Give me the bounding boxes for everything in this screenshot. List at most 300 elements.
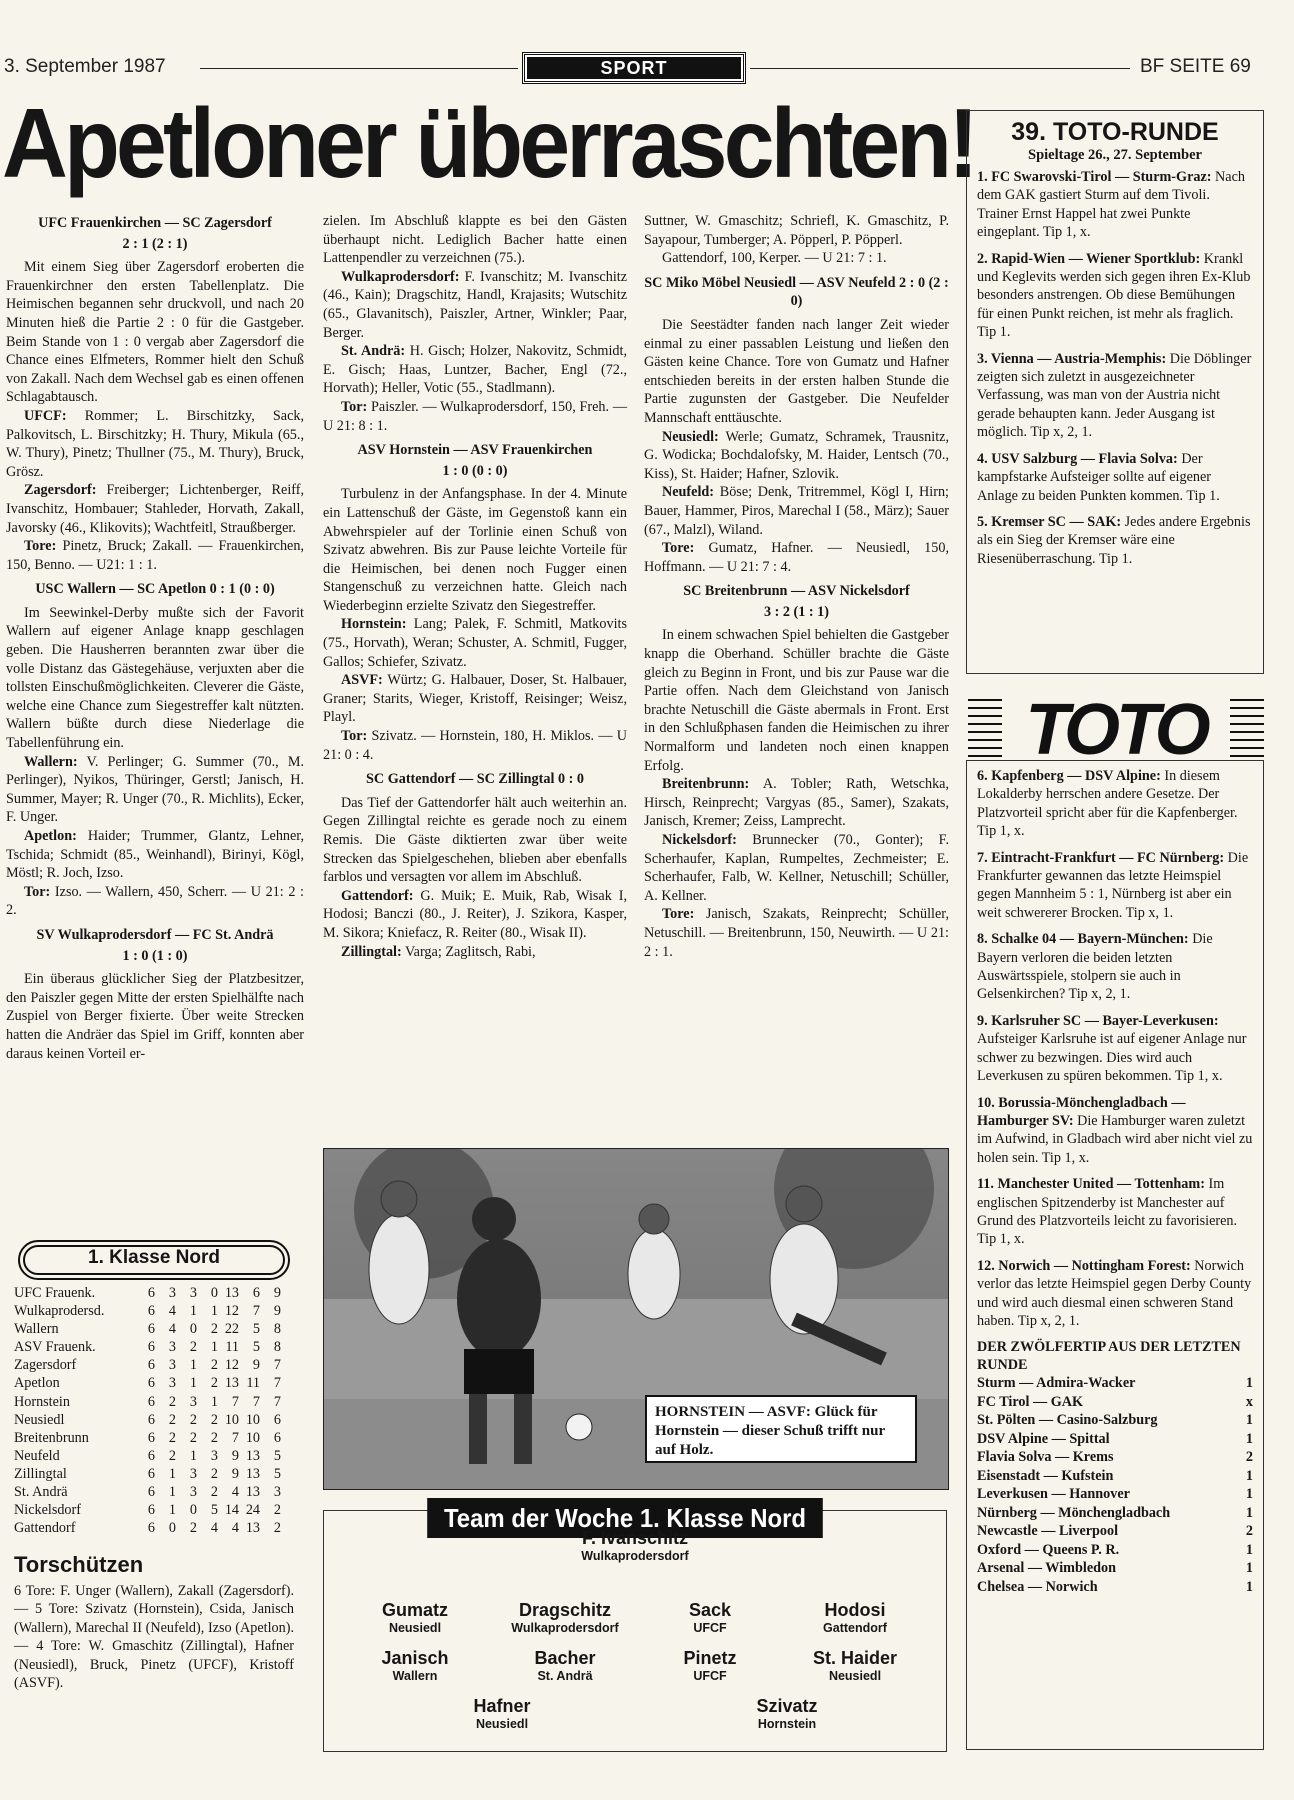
toto-tip-match: 10. Borussia-Mönchengladbach — Hamburger SV:	[977, 1094, 1186, 1129]
team-name: Zagersdorf	[14, 1357, 77, 1374]
toto-title: 39. TOTO-RUNDE	[1011, 118, 1219, 146]
header-rule-right	[750, 68, 1130, 69]
header-rule-left	[200, 68, 518, 69]
lineup-text: V. Perlinger; G. Summer (70., M. Perlinger), Nyikos, Thüringer, Gerstl; Janisch, H. Summer, Mayer; R. Unger (70., R. Michlits), Ecker, F. Unger.	[6, 753, 305, 826]
team-name: ASV Frauenk.	[14, 1339, 96, 1356]
table-cell: 6	[147, 1321, 155, 1338]
toto-tip	[977, 1094, 1253, 1168]
match-title: UFC Frauenkirchen — SC Zagersdorf	[38, 215, 272, 231]
lineup-text: Suttner, W. Gmaschitz; Schriefl, K. Gmaschitz, P. Sayapour, Tumberger; A. Pöpperl, P. Pöpperl.	[644, 213, 949, 248]
table-cell: 7	[273, 1357, 281, 1374]
zwoelfertip-match: St. Pölten — Casino-Salzburg	[977, 1412, 1158, 1429]
table-cell: 0	[168, 1520, 176, 1537]
table-cell: 1	[210, 1393, 218, 1410]
lineup	[323, 671, 627, 727]
goals-text: Pinetz, Bruck; Zakall. — Frauenkirchen, 150, Benno. — U21: 1 : 1.	[6, 538, 304, 573]
table-cell: 2	[210, 1321, 218, 1338]
lineup-text: Varga; Zaglitsch, Rabi,	[405, 943, 536, 960]
table-row	[14, 1320, 296, 1338]
goals-text: Janisch, Szakats, Reinprecht; Schüller, Netuschill. — Breitenbrunn, 150, Neuwirth. — U 21: 2 : 1.	[644, 906, 949, 960]
table-cell: 2	[210, 1429, 218, 1446]
table-cell: 2	[189, 1429, 197, 1446]
table-row	[14, 1284, 296, 1302]
toto-tip-match: 3. Vienna — Austria-Memphis:	[977, 350, 1170, 367]
table-cell: 2	[189, 1339, 197, 1356]
table-cell: 7	[231, 1393, 239, 1410]
table-cell: 3	[189, 1484, 197, 1501]
team-name: Hornstein	[14, 1393, 70, 1410]
toto-tip-text: Die Frankfurter gewannen das letzte Heimspiel gegen Mannheim 5 : 1, Nürnberg ist aber ein weit schwererer Brocken. Tip x, 1.	[977, 849, 1249, 921]
match-score: 1 : 0 (0 : 0)	[442, 462, 508, 479]
toto-tip	[977, 450, 1253, 505]
table-row	[14, 1338, 296, 1356]
zwoelfertip-result: 1	[1245, 1504, 1253, 1521]
toto-tip-match: 7. Eintracht-Frankfurt — FC Nürnberg:	[977, 849, 1228, 866]
table-cell: 2	[273, 1502, 281, 1519]
team-name: Wulkaprodersd.	[14, 1303, 105, 1320]
table-cell: 2	[168, 1447, 176, 1464]
table-cell: 3	[189, 1285, 197, 1301]
table-row	[14, 1447, 296, 1465]
zwoelfertip-match: Newcastle — Liverpool	[977, 1523, 1119, 1540]
lineup-label: Nickelsdorf:	[662, 832, 737, 848]
toto-tip	[977, 849, 1253, 923]
table-cell: 2	[168, 1411, 176, 1428]
table-cell: 14	[224, 1502, 239, 1519]
lineup-text: Böse; Denk, Tritremmel, Kögl I, Hirn; Bauer, Hammer, Piros, Marechal I (58., März); Sauer (67., Malzl), Wiland.	[644, 484, 949, 538]
toto-logo	[968, 692, 1264, 762]
table-cell: 10	[245, 1411, 260, 1428]
table-cell: 11	[246, 1375, 260, 1392]
goals-text: Izso. — Wallern, 450, Scherr. — U 21: 2 : 2.	[6, 883, 305, 919]
table-cell: 22	[224, 1321, 239, 1338]
table-cell: 13	[245, 1484, 260, 1501]
table-cell: 3	[210, 1447, 218, 1464]
table-cell: 1	[210, 1339, 218, 1356]
toto-tip-text: Norwich verlor das letzte Heimspiel gegen Derby County und wird auch diesmal einen schweren Stand haben. Tip x, 2, 1.	[977, 1257, 1252, 1329]
lineup-label: ASVF:	[341, 672, 383, 689]
zwoelfertip-result: 1	[1245, 1375, 1253, 1392]
player-name: Szivatz	[756, 1696, 818, 1716]
zwoelfertip-result: x	[1245, 1393, 1253, 1410]
table-cell: 7	[252, 1303, 260, 1320]
toto-tip	[977, 513, 1253, 568]
table-cell: 24	[245, 1502, 260, 1519]
player-name: Sack	[688, 1600, 732, 1620]
zwoelfertip-row	[977, 1578, 1253, 1597]
lineup-label: Hornstein:	[341, 616, 407, 633]
lineup	[323, 615, 627, 671]
table-cell: 9	[273, 1285, 281, 1301]
team-player	[765, 1600, 945, 1636]
table-cell: 0	[210, 1285, 218, 1301]
table-cell: 9	[231, 1447, 239, 1464]
goals-text: Paiszler. — Wulkaprodersdorf, 150, Freh. — U 21: 8 : 1.	[323, 398, 628, 434]
lineup-text: Brunnecker (70., Gonter); F. Scherhaufer, Kaplan, Rumpeltes, Zechmeister; E. Scherhaufer, Falb, W. Kellner, Netuschill; Schüller, A. Kellner.	[644, 832, 949, 904]
player-club: Neusiedl	[475, 1717, 529, 1731]
table-cell: 11	[225, 1339, 239, 1356]
goals-label: Tor:	[24, 883, 51, 900]
zwoelfertip-row	[977, 1522, 1253, 1541]
table-title: 1. Klasse Nord	[88, 1247, 220, 1268]
table-cell: 6	[147, 1393, 155, 1410]
lineup-label: Wallern:	[24, 753, 78, 770]
toto-tip-match: 6. Kapfenberg — DSV Alpine:	[977, 768, 1165, 784]
table-row	[14, 1483, 296, 1501]
lineup	[323, 943, 627, 962]
lineup-text: A. Tobler; Rath, Wetschka, Hirsch, Reinprecht; Vargyas (85., Samer), Szakats, Janisch, Kremer; Zeiss, Lamprecht.	[644, 776, 950, 830]
lineup-label: Neufeld:	[662, 484, 715, 501]
lineup-text: Rommer; L. Birschitzky, Sack, Palkovitsch, L. Birschitzky; H. Thury, Mikula (65., W. Thury), Pinetz; Thullner (75., M. Thury), Bruck, Grösz.	[6, 407, 305, 480]
table-cell: 13	[245, 1447, 260, 1464]
column-2	[323, 212, 627, 961]
match-report: In einem schwachen Spiel behielten die Gastgeber knapp die Oberhand. Schüller brachte die Gäste gleich zu Beginn in Front, und bis zur Pause war die Partie offen. Nach dem Gleichstand von Janisch brachte Netuschill die Gäste abermals in Front. Erst in den Schlußphasen fanden die Heimischen zu ihrer Normalform und landeten noch einen knappen Erfolg.	[644, 627, 949, 774]
table-title-box	[18, 1240, 290, 1280]
table-cell: 7	[273, 1375, 281, 1392]
table-cell: 5	[252, 1321, 260, 1338]
zwoelfertip-result: 1	[1245, 1430, 1253, 1447]
table-cell: 3	[168, 1285, 176, 1301]
team-name: Neufeld	[14, 1447, 60, 1464]
goals	[323, 398, 627, 435]
toto-subtitle: Spieltage 26., 27. September	[1028, 147, 1202, 163]
player-club: Gattendorf	[823, 1621, 887, 1635]
lineup-label: Zillingtal:	[341, 943, 402, 960]
table-cell: 2	[168, 1429, 176, 1446]
section-label	[522, 52, 746, 84]
lineup-text: Lang; Palek, F. Schmitl, Matkovits (75., Horvath), Weran; Schuster, A. Schmitl, Fugger, Gallos; Schiefer, Szivatz.	[323, 616, 627, 670]
lineup-text: G. Muik; E. Muik, Rab, Wisak I, Hodosi; Banczi (80., J. Reiter), J. Szikora, Kasper, M. Sikora; Kniefacz, R. Reiter (80., Wisak II).	[323, 887, 628, 941]
team-name: Breitenbrunn	[14, 1429, 89, 1446]
team-name: Gattendorf	[14, 1520, 76, 1537]
zwoelfertip-title: DER ZWÖLFERTIP AUS DER LETZTEN RUNDE	[977, 1339, 1241, 1374]
match-score: 3 : 2 (1 : 1)	[763, 603, 829, 620]
table-cell: 13	[245, 1520, 260, 1537]
lineup-text: Werle; Gumatz, Schramek, Trausnitz, G. Wodicka; Bochdalofsky, M. Haider, Lentsch (70., Kiss), St. Haider; Hafner, Szlovik.	[644, 428, 949, 482]
zwoelfertip-result: 1	[1245, 1560, 1253, 1577]
zwoelfertip-match: Arsenal — Wimbledon	[977, 1560, 1117, 1577]
toto-tip-match: 5. Kremser SC — SAK:	[977, 513, 1125, 530]
zwoelfertip-row	[977, 1541, 1253, 1560]
match-report: Mit einem Sieg über Zagersdorf eroberten die Frauenkirchner den ersten Tabellenplatz. Die Heimischen begannen sehr druckvoll, und nach 20 Minuten hieß die Partie 2 : 0 für die Gastgeber. Beim Stande von 1 : 0 vergab aber Zagersdorf die Chance eines Elfmeters, Rommer hielt den Schuß von Zakall. Nach dem Wechsel gab es einen offenen Schlagabtausch.	[6, 259, 304, 406]
zwoelfertip-list	[977, 1374, 1253, 1596]
team-name: St. Andrä	[14, 1484, 68, 1501]
goals-label: Tore:	[662, 540, 695, 557]
zwoelfertip-match: Nürnberg — Mönchengladbach	[977, 1504, 1171, 1521]
scorers-text: 6 Tore: F. Unger (Wallern), Zakall (Zagersdorf). — 5 Tore: Szivatz (Hornstein), Csida, Janisch (Wallern), Marechal II (Neufeld), Izso (Apetlon). — 4 Tore: W. Gmaschitz (Zillingtal), Hafner (Neusiedl), Bruck, Pinetz (UFCF), Kristoff (ASVF).	[14, 1583, 294, 1692]
table-cell: 3	[168, 1339, 176, 1356]
table-cell: 2	[210, 1484, 218, 1501]
table-cell: 4	[168, 1321, 176, 1338]
zwoelfertip-match: DSV Alpine — Spittal	[977, 1430, 1110, 1447]
goals-text: Gumatz, Hafner. — Neusiedl, 150, Hoffmann. — U 21: 7 : 4.	[644, 540, 949, 575]
player-name: Dragschitz	[518, 1600, 612, 1620]
zwoelfertip-row	[977, 1485, 1253, 1504]
lineup	[644, 483, 949, 539]
table-cell: 2	[210, 1357, 218, 1374]
table-cell: 1	[168, 1484, 176, 1501]
toto-tip-text: Der kampfstarke Aufsteiger sollte auf eigener Anlage zu beiden Punkten kommen. Tip 1.	[977, 450, 1220, 504]
goals-text: Szivatz. — Hornstein, 180, H. Miklos. — U 21: 0 : 4.	[323, 728, 628, 763]
zwoelfertip-result: 2	[1245, 1523, 1253, 1540]
table-cell: 6	[147, 1375, 155, 1392]
table-cell: 6	[147, 1339, 155, 1356]
team-name: Wallern	[14, 1321, 59, 1338]
table-cell: 2	[189, 1520, 197, 1537]
toto-logo-graphic	[968, 692, 1264, 762]
player-name: Bacher	[534, 1648, 596, 1668]
toto-tip-match: 4. USV Salzburg — Flavia Solva:	[977, 450, 1182, 467]
table-cell: 3	[189, 1465, 197, 1482]
goals-label: Tore:	[662, 906, 695, 923]
table-row	[14, 1374, 296, 1392]
lineup-text: F. Ivanschitz; M. Ivanschitz (46., Kain); Dragschitz, Handl, Krajasits; Wutschitz (65., Glavanitsch), Paiszler, Artner, Winkler; Paar, Berger.	[323, 268, 627, 341]
table-row	[14, 1519, 296, 1537]
table-cell: 12	[224, 1357, 239, 1374]
goals-label: Tor:	[341, 398, 368, 415]
table-cell: 2	[273, 1520, 281, 1537]
table-cell: 6	[147, 1303, 155, 1320]
table-cell: 8	[273, 1321, 281, 1338]
toto-tip-text: In diesem Lokalderby herrschen andere Gesetze. Der Platzvorteil spricht aber für die Kapfenberger. Tip 1, x.	[977, 768, 1238, 840]
team-name: Neusiedl	[14, 1411, 65, 1428]
scorers-title: Torschützen	[14, 1552, 144, 1577]
goals	[644, 539, 949, 576]
table-cell: 2	[168, 1393, 176, 1410]
table-row	[14, 1393, 296, 1411]
zwoelfertip-result: 1	[1245, 1541, 1253, 1558]
match-report: Ein überaus glücklicher Sieg der Platzbesitzer, den Paiszler gegen Mitte der ersten Spielhälfte nach Zuspiel von Berger fixierte. Über weite Strecken hatten die Andräer das Spiel im Griff, konnten aber daraus keinen Vorteil er-	[6, 971, 304, 1062]
team-of-week-title: Team der Woche 1. Klasse Nord	[427, 1498, 823, 1538]
table-cell: 4	[210, 1520, 218, 1537]
toto-tip-match: 2. Rapid-Wien — Wiener Sportklub:	[977, 250, 1204, 267]
toto-tip-match: 9. Karlsruher SC — Bayer-Leverkusen:	[977, 1012, 1219, 1029]
table-cell: 12	[224, 1303, 239, 1320]
lineup	[644, 775, 949, 831]
toto-tip	[977, 767, 1253, 841]
table-cell: 3	[168, 1375, 176, 1392]
lineup-text: Freiberger; Lichtenberger, Reiff, Ivanschitz, Hombauer; Stahleder, Horvath, Zakall, Javorsky (46., Klikovits); Wachtfeitl, Straußberger.	[6, 482, 304, 536]
zwoelfertip-result: 1	[1245, 1578, 1253, 1595]
lineup-label: Gattendorf:	[341, 887, 414, 904]
table-cell: 8	[273, 1339, 281, 1356]
table-row	[14, 1465, 296, 1483]
table-cell: 6	[147, 1465, 155, 1482]
table-cell: 5	[273, 1447, 281, 1464]
table-cell: 0	[189, 1321, 197, 1338]
match-score: 2 : 1 (2 : 1)	[122, 235, 188, 252]
zwoelfertip-row	[977, 1411, 1253, 1430]
player-name: F. Ivanschitz	[581, 1528, 689, 1548]
table-cell: 1	[168, 1465, 176, 1482]
match-title: SC Breitenbrunn — ASV Nickelsdorf	[683, 583, 910, 600]
toto-tip-match: 12. Norwich — Nottingham Forest:	[977, 1257, 1195, 1274]
player-name: Hodosi	[824, 1600, 886, 1620]
match-report: Die Seestädter fanden nach langer Zeit wieder einmal zu einer passablen Leistung und ließen den Gästen keine Chance. Tore von Gumatz und Hafner entschieden bereits in der ersten halben Stunde die Partie zugunsten der Gastgeber. Die Neufelder Mannschaft enttäuschte.	[644, 316, 949, 426]
lineup-label: Breitenbrunn:	[662, 776, 750, 793]
player-club: Hornstein	[757, 1717, 817, 1731]
toto-tip-text: Krankl und Keglevits werden sich gegen ihren Ex-Klub besonders anstrengen. Ob diese Bemühungen für einen Punkt reichen, ist mehr als fraglich. Tip 1.	[977, 250, 1251, 341]
table-cell: 6	[273, 1411, 281, 1428]
lineup	[644, 428, 949, 484]
toto-tip-match: 8. Schalke 04 — Bayern-München:	[977, 931, 1193, 948]
table-cell: 2	[210, 1465, 218, 1482]
lineup-label: Zagersdorf:	[24, 482, 97, 499]
toto-tip	[977, 250, 1253, 342]
match-title: SV Wulkaprodersdorf — FC St. Andrä	[36, 926, 274, 943]
player-club: Wallern	[392, 1669, 438, 1683]
table-cell: 4	[231, 1520, 239, 1537]
table-cell: 6	[147, 1447, 155, 1464]
table-cell: 1	[189, 1357, 197, 1374]
toto-tip-text: Die Hamburger waren zuletzt im Aufwind, in Gladbach wird aber nicht viel zu holen sein. Tip 1, x.	[977, 1112, 1253, 1166]
zwoelfertip-row	[977, 1504, 1253, 1523]
table-cell: 2	[189, 1411, 197, 1428]
match-report: Im Seewinkel-Derby mußte sich der Favorit Wallern auf eigener Anlage knapp geschlagen geben. Die Hausherren berannten zwar über die volle Distanz das Gästegehäuse, verjuxten aber die tollsten Einschußmöglichkeiten. Cleverer die Gäste, welche eine Chance zum Siegestreffer kalt nützten. Wallern büßte durch diese Niederlage die Tabellenführung ein.	[6, 604, 304, 752]
lineup	[6, 827, 304, 883]
table-cell: 10	[224, 1411, 239, 1428]
goals-label: Tor:	[341, 728, 368, 745]
toto-tip-text: Jedes andere Ergebnis als ein Sieg der Kremser wäre eine Riesenüberraschung. Tip 1.	[977, 513, 1251, 567]
zwoelfertip-row	[977, 1430, 1253, 1449]
toto-tip-match: 11. Manchester United — Tottenham:	[977, 1176, 1209, 1193]
lineup-text: Haider; Trummer, Glantz, Lehner, Tschida; Schmidt (85., Weinhandl), Birinyi, Kögl, Möstl; R. Joch, Izso.	[6, 828, 305, 882]
column-3	[644, 212, 949, 961]
toto-tip	[977, 930, 1253, 1004]
table-cell: 7	[252, 1393, 260, 1410]
toto-tip	[977, 350, 1253, 442]
table-cell: 4	[168, 1303, 176, 1320]
zwoelfertip-match: Leverkusen — Hannover	[977, 1486, 1130, 1503]
league-table	[14, 1284, 296, 1537]
table-cell: 6	[273, 1429, 281, 1446]
team-name: Zillingtal	[14, 1465, 67, 1482]
table-cell: 3	[189, 1393, 197, 1410]
lineup-label: St. Andrä:	[341, 343, 406, 360]
team-player	[412, 1696, 592, 1732]
table-cell: 5	[210, 1502, 218, 1519]
zwoelfertip-match: Eisenstadt — Kufstein	[977, 1467, 1114, 1484]
table-cell: 1	[210, 1303, 218, 1320]
photo-caption: HORNSTEIN — ASVF: Glück für Hornstein — dieser Schuß trifft nur auf Holz.	[645, 1395, 917, 1463]
table-row	[14, 1429, 296, 1447]
table-cell: 6	[147, 1411, 155, 1428]
toto-tip-match: 1. FC Swarovski-Tirol — Sturm-Graz:	[977, 169, 1216, 185]
lineup	[6, 407, 304, 481]
player-club: UFCF	[693, 1621, 727, 1635]
toto-tip-text: Im englischen Spitzenderby ist Manchester auf Grund des Platzvorteils leicht zu favorisieren. Tip 1, x.	[977, 1176, 1238, 1248]
zwoelfertip-result: 1	[1245, 1412, 1253, 1429]
issue-date: 3. September 1987	[4, 56, 166, 77]
table-row	[14, 1302, 296, 1320]
match-title: SC Miko Möbel Neusiedl — ASV Neufeld 2 : 0 (2 : 0)	[644, 274, 949, 310]
player-name: Janisch	[381, 1648, 449, 1668]
team-player	[697, 1696, 877, 1732]
toto-tip-text: Aufsteiger Karlsruhe ist auf eigener Anlage nur schwer zu bezwingen. Dies wird auch Leverkusen zu spüren bekommen. Tip 1, x.	[977, 1031, 1247, 1085]
table-cell: 6	[252, 1285, 260, 1301]
player-name: Pinetz	[683, 1648, 737, 1668]
toto-box	[966, 110, 1264, 674]
lineup-label: Wulkaprodersdorf:	[341, 268, 460, 285]
headline: Apetloner überraschten!	[2, 88, 975, 198]
zwoelfertip-match: Sturm — Admira-Wacker	[977, 1375, 1136, 1392]
lineup-text: H. Gisch; Holzer, Nakovitz, Schmidt, E. Gisch; Haas, Luntzer, Bacher, Engl (72., Horvath); Heller, Votic (55., Stadlmann).	[323, 343, 627, 397]
goals	[6, 883, 304, 920]
toto-box-continued	[966, 760, 1264, 1750]
match-title: ASV Hornstein — ASV Frauenkirchen	[357, 442, 593, 459]
match-report: zielen. Im Abschluß klappte es bei den Gästen überhaupt nicht. Lediglich Bacher hatte einen Lattenpendler zu verzeichnen (75.).	[323, 213, 627, 267]
lineup-label: UFCF:	[24, 407, 67, 424]
match-report: Turbulenz in der Anfangsphase. In der 4. Minute ein Lattenschuß der Gäste, im Gegenstoß kann ein Abwehrspieler auf der Torlinie einen Schuß von Szivatz abwehren. Bis zur Pause leichte Vorteile für die Heimischen, bei denen noch Fugger einen Stangenschuß zu verzeichnen hatte. Gleich nach Wiederbeginn erzielte Szivatz den Siegestreffer.	[323, 486, 627, 614]
lineup	[323, 887, 627, 943]
table-cell: 4	[231, 1484, 239, 1501]
goals	[323, 727, 627, 764]
table-row	[14, 1501, 296, 1519]
match-title: SC Gattendorf — SC Zillingtal 0 : 0	[366, 771, 584, 788]
toto-logo-text: TOTO	[1025, 692, 1207, 762]
lineup	[323, 268, 627, 342]
player-club: Neusiedl	[828, 1669, 882, 1683]
table-cell: 7	[231, 1429, 239, 1446]
column-1	[6, 212, 304, 1063]
table-cell: 13	[224, 1285, 239, 1301]
player-club: UFCF	[693, 1669, 727, 1683]
table-cell: 13	[224, 1375, 239, 1392]
team-name: Nickelsdorf	[14, 1502, 81, 1519]
table-cell: 6	[147, 1484, 155, 1501]
zwoelfertip-result: 1	[1245, 1467, 1253, 1484]
match-report: Das Tief der Gattendorfer hält auch weiterhin an. Gegen Zillingtal reichte es gerade noch zu einem Remis. Die Gäste diktierten zwar über weite Strecken das Spielgeschehen, blieben aber ebenfalls farblos und versagten vor allem im Abschluß.	[323, 794, 627, 886]
lineup-label: Apetlon:	[24, 828, 77, 844]
player-club: Neusiedl	[388, 1621, 442, 1635]
toto-tip	[977, 1012, 1253, 1086]
lineup	[6, 753, 304, 827]
player-name: St. Haider	[812, 1648, 898, 1668]
toto-tip	[977, 1257, 1253, 1331]
table-cell: 10	[245, 1429, 260, 1446]
zwoelfertip-row	[977, 1467, 1253, 1486]
goals-label: Tore:	[24, 538, 57, 555]
toto-tip	[977, 1175, 1253, 1249]
table-cell: 7	[273, 1393, 281, 1410]
zwoelfertip-match: Flavia Solva — Krems	[977, 1449, 1114, 1466]
goals	[644, 905, 949, 961]
table-cell: 5	[252, 1339, 260, 1356]
table-cell: 1	[189, 1303, 197, 1320]
player-club: St. Andrä	[537, 1669, 593, 1683]
goals	[6, 537, 304, 574]
table-cell: 9	[231, 1465, 239, 1482]
team-name: UFC Frauenk.	[14, 1285, 96, 1301]
section-label-text: SPORT	[527, 57, 741, 79]
zwoelfertip-row	[977, 1448, 1253, 1467]
zwoelfertip-match: Oxford — Queens P. R.	[977, 1541, 1120, 1558]
zwoelfertip-row	[977, 1559, 1253, 1578]
lineup	[644, 831, 949, 905]
toto-tips-part-2	[977, 767, 1253, 1330]
zwoelfertip-row	[977, 1393, 1253, 1412]
zwoelfertip-match: Chelsea — Norwich	[977, 1578, 1098, 1595]
toto-tip-text: Nach dem GAK gastiert Sturm auf dem Tivoli. Trainer Ernst Happel hat zwei Punkte eingeplant. Tip 1, x.	[977, 169, 1245, 241]
zwoelfertip-result: 1	[1245, 1486, 1253, 1503]
goals-text: Gattendorf, 100, Kerper. — U 21: 7 : 1.	[662, 250, 887, 267]
table-cell: 1	[189, 1375, 197, 1392]
zwoelfertip-result: 2	[1245, 1449, 1253, 1466]
table-cell: 1	[189, 1447, 197, 1464]
page-number: BF SEITE 69	[1140, 56, 1251, 77]
table-cell: 1	[168, 1502, 176, 1519]
team-player	[765, 1648, 945, 1684]
